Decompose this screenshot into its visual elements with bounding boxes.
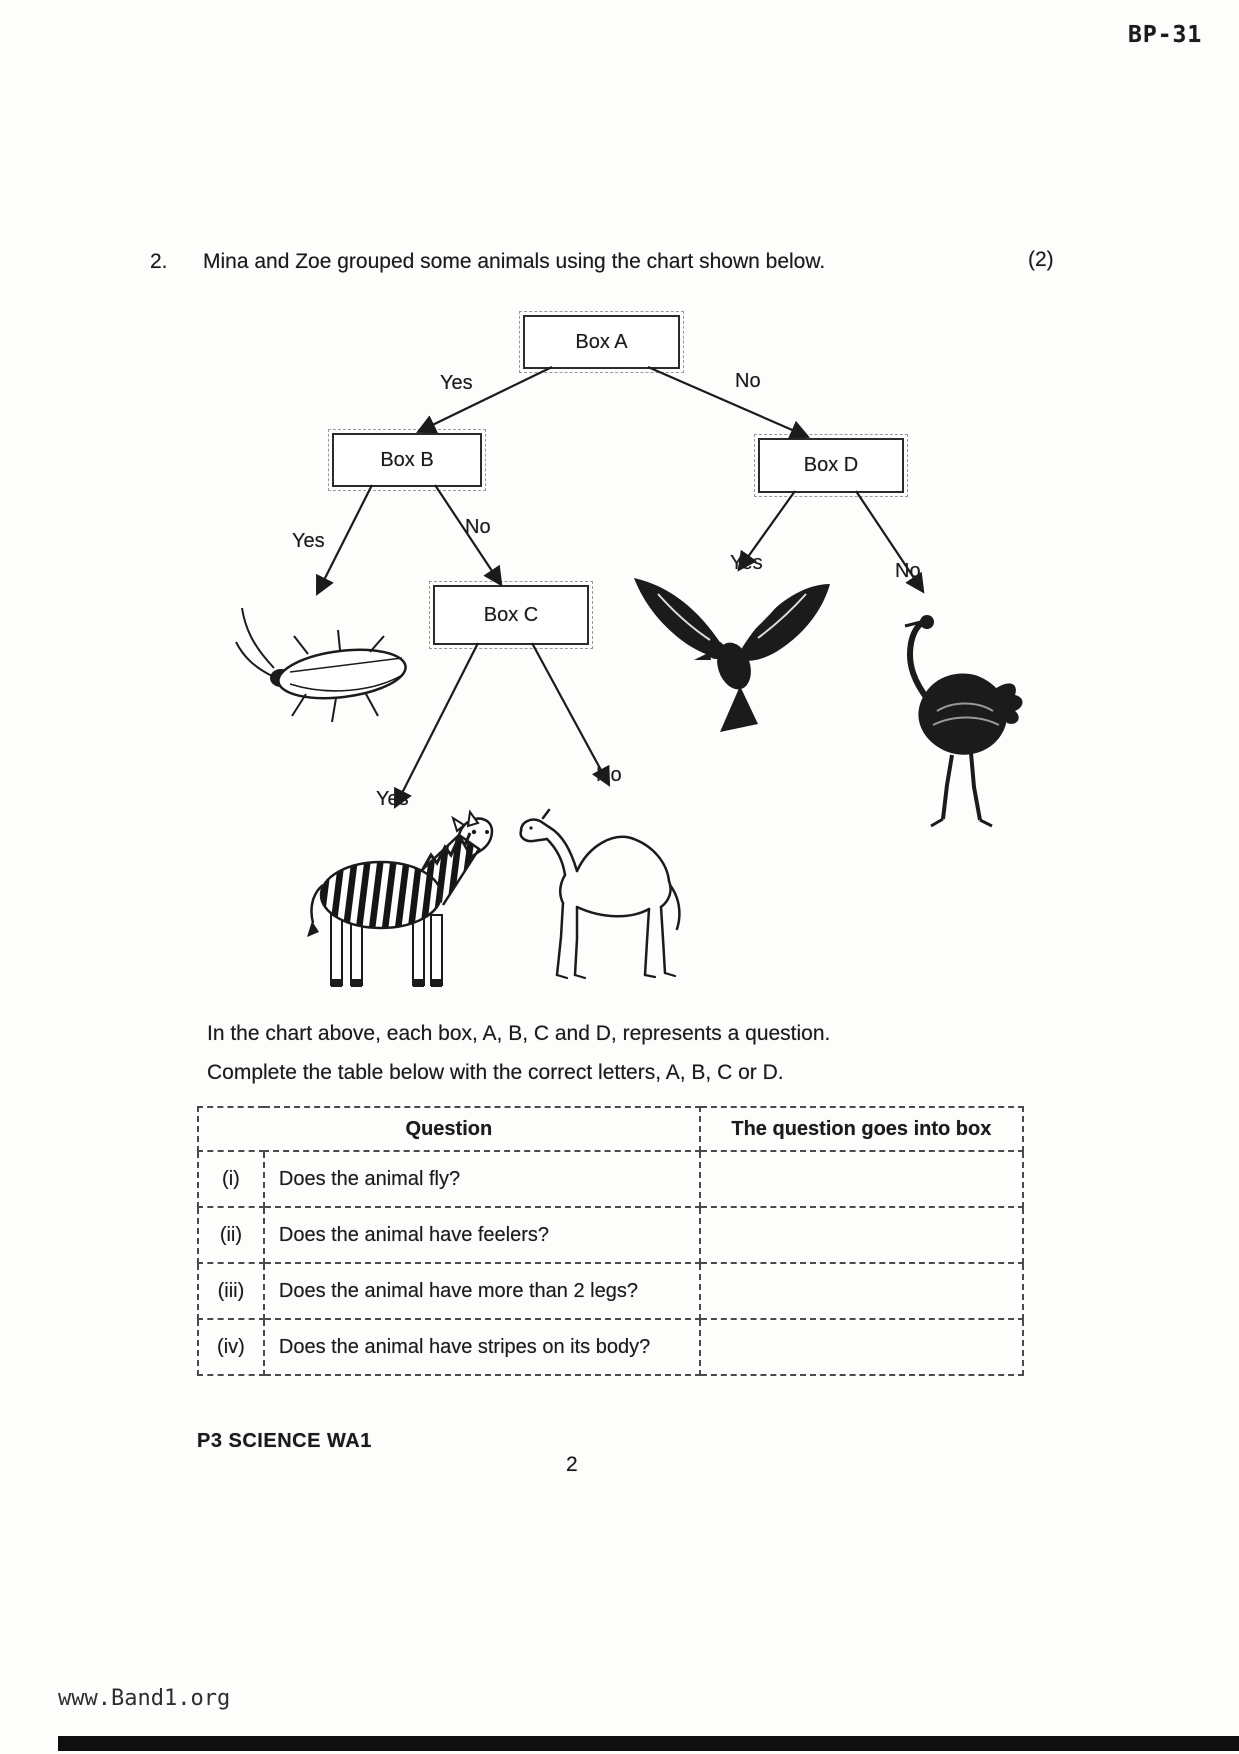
- answer-cell: [700, 1319, 1023, 1375]
- table-row: [198, 1263, 1023, 1319]
- flow-box-a-label: Box A: [575, 330, 628, 353]
- answer-cell: [700, 1151, 1023, 1207]
- flow-box-b-label: Box B: [380, 448, 434, 471]
- flow-arrows: [318, 367, 922, 805]
- branch-label-a-no: No: [735, 370, 761, 392]
- header-answer: The question goes into box: [700, 1107, 1023, 1151]
- row-label: (iv): [198, 1319, 264, 1375]
- table-row: [198, 1151, 1023, 1207]
- answer-cell: [700, 1263, 1023, 1319]
- branch-label-c-no: No: [596, 764, 622, 786]
- branch-label-d-yes: Yes: [730, 552, 763, 574]
- table-row: [198, 1207, 1023, 1263]
- footer-paper-title: P3 SCIENCE WA1: [197, 1430, 372, 1452]
- question-text: Mina and Zoe grouped some animals using the chart shown below.: [203, 250, 826, 273]
- flow-chart-diagram: [0, 280, 1239, 1020]
- arrow-c-to-zebra: [396, 643, 478, 805]
- arrow-a-to-b: [420, 367, 552, 431]
- arrow-b-to-cockroach: [318, 485, 372, 592]
- table-header-row: [198, 1107, 1023, 1151]
- branch-label-a-yes: Yes: [440, 372, 473, 394]
- question-cell: Does the animal have feelers?: [264, 1207, 700, 1263]
- branch-label-c-yes: Yes: [376, 788, 409, 810]
- arrow-b-to-c: [435, 485, 500, 583]
- header-question: Question: [198, 1107, 700, 1151]
- row-label: (iii): [198, 1263, 264, 1319]
- zebra-image: [307, 812, 492, 987]
- watermark-url: www.Band1.org: [58, 1686, 231, 1711]
- arrow-d-to-ostrich: [856, 491, 922, 590]
- eagle-image: [634, 578, 830, 732]
- branch-label-d-no: No: [895, 560, 921, 582]
- branch-label-b-yes: Yes: [292, 530, 325, 552]
- arrow-d-to-eagle: [740, 491, 795, 568]
- flow-box-d-label: Box D: [803, 454, 859, 476]
- camel-image: [521, 810, 680, 978]
- scan-edge-bar: [58, 1736, 1239, 1751]
- page-corner-code: BP-31: [1128, 22, 1203, 48]
- question-cell: Does the animal have stripes on its body?: [264, 1319, 700, 1375]
- question-cell: Does the animal fly?: [264, 1151, 700, 1207]
- question-cell: Does the animal have more than 2 legs?: [264, 1263, 700, 1319]
- instruction-line-2: Complete the table below with the correct letters, A, B, C or D.: [207, 1061, 784, 1084]
- answer-cell: [700, 1207, 1023, 1263]
- cockroach-image: [236, 608, 408, 722]
- row-label: (ii): [198, 1207, 264, 1263]
- table-row: [198, 1319, 1023, 1375]
- instruction-line-1: In the chart above, each box, A, B, C and D, represents a question.: [207, 1022, 831, 1045]
- row-label: (i): [198, 1151, 264, 1207]
- question-number: 2.: [150, 250, 168, 273]
- answer-table: [197, 1106, 1024, 1376]
- branch-label-b-no: No: [465, 516, 491, 538]
- flow-box-c-label: Box C: [483, 603, 539, 626]
- page-number: 2: [566, 1453, 578, 1476]
- arrow-a-to-d: [648, 367, 806, 436]
- arrow-c-to-camel: [532, 643, 608, 783]
- question-marks: (2): [1028, 248, 1054, 271]
- ostrich-image: [905, 615, 1023, 826]
